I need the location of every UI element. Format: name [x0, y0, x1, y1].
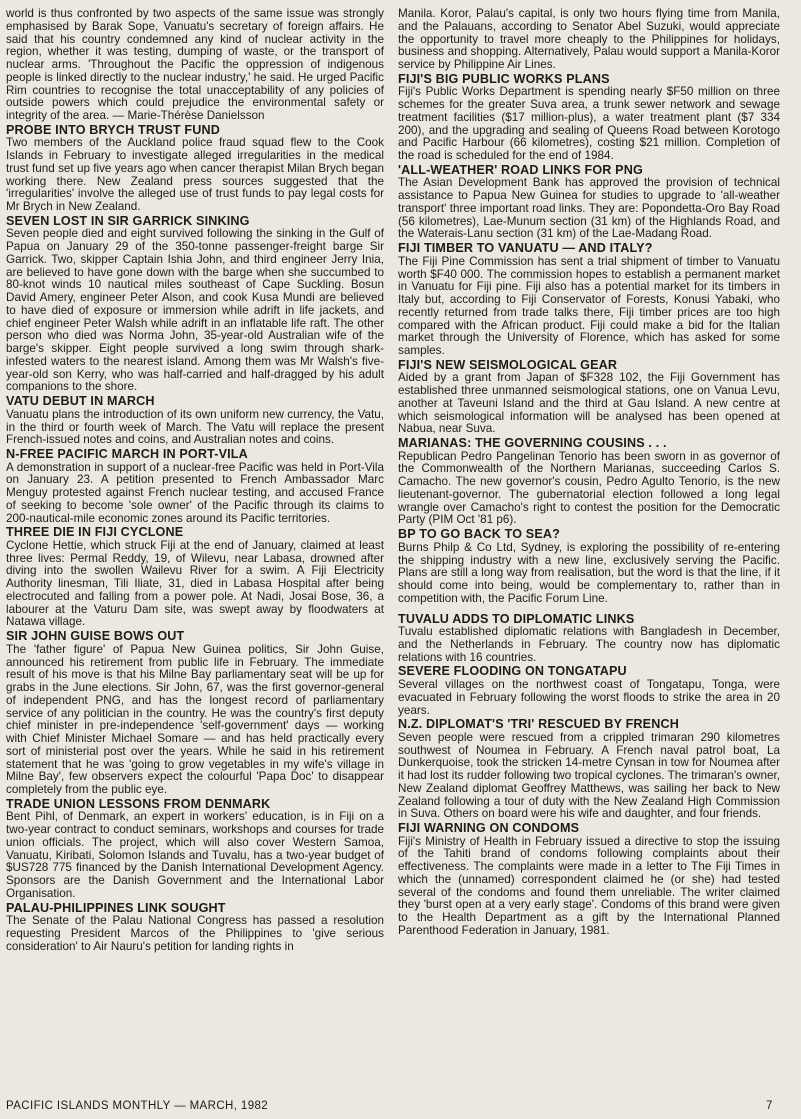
article-heading: PALAU-PHILIPPINES LINK SOUGHT: [6, 900, 226, 915]
article-body: world is thus confronted by two aspects of the same issue was strongly emphasised by Barak Sope, Vanuatu's secretary of foreign affairs. He said that his country condemned any kind of nuclear activity in the region, whether it was testing, dumping of waste, or the transport of nuclear arms. 'Throughout the Pacific the oppression of indigenous people is linked directly to the nuclear industry,' he said. He urged Pacific Rim countries to recognise the total unacceptability of any policies of outside powers which could prejudice the environmental safety or integrity of the area. — Marie-Thérèse Danielsson: [6, 7, 384, 122]
article-heading: TRADE UNION LESSONS FROM DENMARK: [6, 796, 271, 811]
article-heading: FIJI'S NEW SEISMOLOGICAL GEAR: [398, 357, 618, 372]
article-body: Fiji's Ministry of Health in February issued a directive to stop the issuing of the Tahiti brand of condoms following complaints about their effectiveness. The complaints were made in a letter to The Fiji Times in which the (unnamed) correspondent claimed he (or she) had tested several of the condoms and found them unreliable. The writer claimed they 'burst open at a very early stage'. Condoms of this brand were given to the Health Department as a gift by the International Planned Parenthood Federation in January, 1981.: [398, 834, 780, 937]
article-heading: BP TO GO BACK TO SEA?: [398, 527, 560, 542]
page-number: 7: [766, 1100, 773, 1112]
article-body: Seven people were rescued from a crippled trimaran 290 kilometres southwest of Noumea in February. A French naval patrol boat, La Dunkerquoise, took the stricken 14-metre Cynsan in tow for Noumea after it had lost its rudder following two tropical cyclones. The trimaran's owner, New Zealand diplomat Geoffrey Matthews, was sailing her back to New Zealand following a tour of duty with the New Zealand High Commission in Suva. Others on board were his wife and daughter, and four friends.: [398, 730, 780, 821]
article-body: The 'father figure' of Papua New Guinea politics, Sir John Guise, announced his retirement from public life in February. The immediate result of his move is that his Milne Bay parliamentary seat will be up for grabs in the June elections. Sir John, 67, was the first governor-general of independent PNG, and has the longest record of parliamentary service of any politician in the country. He was the country's first deputy chief minister in pre-independence 'self-government' days — working with Chief Minister Michael Somare — and has held practically every sort of ministerial post over the years. While he said in his retirement statement that he was 'going to grow vegetables in my wife's village in Milne Bay', few observers expect the colourful 'Papa Doc' to disappear completely from the public eye.: [6, 642, 384, 797]
footer-publication: PACIFIC ISLANDS MONTHLY — MARCH, 1982: [6, 1100, 269, 1112]
article-body: The Senate of the Palau National Congress has passed a resolution requesting President Marcos of the Philippines to 'give serious consideration' to Air Nauru's petition for landing rights in: [6, 914, 384, 953]
article-heading: 'ALL-WEATHER' ROAD LINKS FOR PNG: [398, 162, 643, 177]
article-heading: PROBE INTO BRYCH TRUST FUND: [6, 122, 220, 137]
article-body: Aided by a grant from Japan of $F328 102, the Fiji Government has established three unmanned seismological stations, one on Vanua Levu, another at Taveuni Island and the third at Gau Island. A new centre at which seismological information will be analysed has been opened at Nabua, near Suva.: [398, 371, 780, 436]
article-body: Seven people died and eight survived following the sinking in the Gulf of Papua on January 29 of the 350-tonne passenger-freight barge Sir Garrick. Two, skipper Captain Ishia John, and third engineer Jerry Inia, are believed to have gone down with the barge when she succumbed to 80-knot winds 10 nautical miles southeast of Cape Suckling. Bosun David Amery, engineer Peter Alson, and cook Kusa Mundi are believed to have died of exposure or immersion while adrift in life jackets, and chief engineer Peter Walsh while adrift in an inflatable life raft. The other person who died was Norma John, 35-year-old Australian wife of the barge's skipper. Eight people survived a long swim through shark-infested waters to the nearest island. Among them was Mr Walsh's five-year-old son Kerry, who was half-carried and half-dragged by his adult companions to the shore.: [6, 227, 384, 394]
article-heading: SEVERE FLOODING ON TONGATAPU: [398, 664, 627, 679]
article-heading: TUVALU ADDS TO DIPLOMATIC LINKS: [398, 611, 635, 626]
article-heading: THREE DIE IN FIJI CYCLONE: [6, 525, 184, 540]
left-column: [6, 8, 384, 954]
spacer: [398, 606, 780, 612]
article-body: Republican Pedro Pangelinan Tenorio has been sworn in as governor of the Commonwealth of the Northern Marianas, succeeding Carlos S. Camacho. The new governor's cousin, Pedro Agulto Tenorio, is the new lieutenant-governor. The gubernatorial election followed a long legal wrangle over Camacho's right to contest the position for the Democratic Party (PIM Oct '81 p6).: [398, 449, 780, 527]
article-body: Several villages on the northwest coast of Tongatapu, Tonga, were evacuated in February following the worst floods to strike the area in 20 years.: [398, 678, 780, 717]
article-body: Manila. Koror, Palau's capital, is only two hours flying time from Manila, and the Palauans, according to Senator Abel Suzuki, would appreciate the opportunity to travel more cheaply to the Philippines for holidays, business and shopping. Alternatively, Palau would support a Manila-Koror service by Philippine Air Lines.: [398, 7, 780, 71]
article-body: The Fiji Pine Commission has sent a trial shipment of timber to Vanuatu worth $F40 000. The commission hopes to establish a permanent market in Vanuatu for Fiji pine. Fiji also has a potential market for its timbers in Italy but, according to Fiji Conservator of Forests, Konusi Yabaki, who recently returned from trade talks there, Fiji timber prices are too high compared with the African product. Fiji could make a bid for the Italian market through the University of Florence, which has asked for some samples.: [398, 254, 780, 358]
article-body: The Asian Development Bank has approved the provision of technical assistance to Papua New Guinea for studies to upgrade to 'all-weather transport' three important road links. They are: Popondetta-Oro Bay Road (56 kilometres), Lae-Munum section (31 km) of the Highlands Road, and the Waterais-Lanu section (31 km) of the Lae-Madang Road.: [398, 176, 780, 241]
article-heading: SIR JOHN GUISE BOWS OUT: [6, 629, 185, 644]
article-heading: VATU DEBUT IN MARCH: [6, 394, 155, 409]
article-body: Burns Philp & Co Ltd, Sydney, is exploring the possibility of re-entering the shipping industry with a new line, exclusively serving the Pacific. Plans are still a long way from realisation, but the word is that the line, if it should come into being, would be complementary to, rather than in competition with, the Pacific Forum Line.: [398, 540, 780, 605]
article-heading: FIJI TIMBER TO VANUATU — AND ITALY?: [398, 241, 653, 256]
article-body: A demonstration in support of a nuclear-free Pacific was held in Port-Vila on January 23. A petition presented to French Ambassador Marc Menguy protested against French nuclear testing, and accused France of seeking to become 'sole owner' of the Pacific through its claims to 200-nautical-mile economic zones around its Pacific territories.: [6, 460, 384, 525]
right-column: [398, 8, 780, 938]
article-heading: SEVEN LOST IN SIR GARRICK SINKING: [6, 213, 250, 228]
article-body: Fiji's Public Works Department is spending nearly $F50 million on three schemes for the greater Suva area, a trunk sewer network and sewage treatment facilities ($17 million-plus), a water treatment plant ($7 334 200), and the upgrading and sealing of Queens Road between Korotogo and Pacific Harbour (66 kilometres), costing $21 million. Completion of the road is scheduled for the end of 1984.: [398, 85, 780, 163]
article-body: Vanuatu plans the introduction of its own uniform new currency, the Vatu, in the third or fourth week of March. The Vatu will replace the present French-issued notes and coins, and Australian notes and coins.: [6, 407, 384, 447]
article-heading: MARIANAS: THE GOVERNING COUSINS . . .: [398, 436, 667, 451]
article-body: Tuvalu established diplomatic relations with Bangladesh in December, and the Netherlands in February. The country now has diplomatic relations with 16 countries.: [398, 625, 780, 664]
article-body: Cyclone Hettie, which struck Fiji at the end of January, claimed at least three lives: Permal Reddy, 19, of Wilevu, near Labasa, drowned after diving into the swollen Wailevu River for a swim. A Fiji Electricity Authority linesman, Tili Iliate, 31, died in Labasa Hospital after being electrocuted and falling from a power pole. At Nadi, Josai Bose, 36, a labourer at the Vaturu Dam site, was swept away by floodwaters at Natawa village.: [6, 538, 384, 629]
article-body: Two members of the Auckland police fraud squad flew to the Cook Islands in February to investigate alleged irregularities in the medical trust fund set up five years ago when cancer therapist Milan Brych began working there. New Zealand press sources suggested that the 'irregularities' involve the alleged use of trust funds to pay legal costs for Mr Brych in New Zealand.: [6, 136, 384, 214]
article-heading: FIJI'S BIG PUBLIC WORKS PLANS: [398, 71, 610, 86]
article-heading: FIJI WARNING ON CONDOMS: [398, 821, 580, 836]
article-heading: N.Z. DIPLOMAT'S 'TRI' RESCUED BY FRENCH: [398, 717, 679, 732]
article-heading: N-FREE PACIFIC MARCH IN PORT-VILA: [6, 447, 248, 462]
article-body: Bent Pihl, of Denmark, an expert in workers' education, is in Fiji on a two-year contract to conduct seminars, workshops and courses for trade union officials. The project, which will also cover Western Samoa, Vanuatu, Kiribati, Solomon Islands and Tuvalu, has a two-year budget of $US728 775 financed by the Danish International Development Agency. Sponsors are the Danish Government and the International Labor Organisation.: [6, 810, 384, 900]
